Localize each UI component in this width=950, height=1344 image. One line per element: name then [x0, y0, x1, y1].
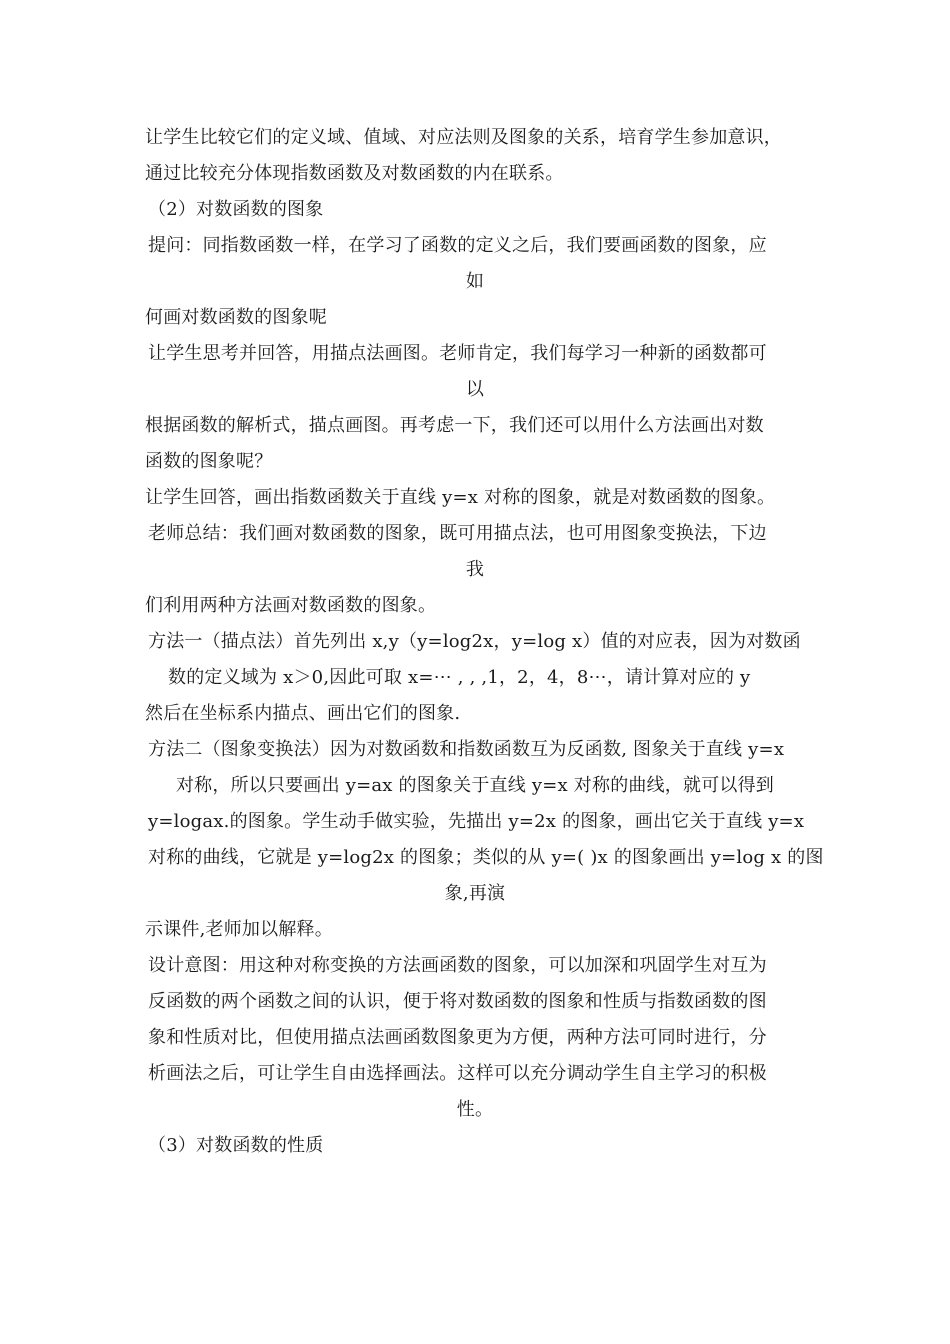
- text-line: 对称的曲线，它就是 y=log2x 的图象；类似的从 y=( )x 的图象画出 y=log x 的图: [148, 847, 824, 868]
- text-line: 方法一（描点法）首先列出 x,y（y=log2x，y=log x）值的对应表，因为对数函: [148, 631, 801, 652]
- text-line: 反函数的两个函数之间的认识，便于将对数函数的图象和性质与指数函数的图: [148, 991, 767, 1012]
- text-line: 象,再演: [444, 883, 506, 904]
- text-line: 函数的图象呢？: [145, 451, 273, 472]
- text-line: 如: [465, 271, 485, 292]
- text-line: 性。: [456, 1099, 494, 1120]
- text-line: 让学生回答，画出指数函数关于直线 y=x 对称的图象，就是对数函数的图象。: [145, 487, 776, 508]
- text-line: 们利用两种方法画对数函数的图象。: [145, 595, 437, 616]
- text-line: 方法二（图象变换法）因为对数函数和指数函数互为反函数, 图象关于直线 y=x: [148, 739, 785, 760]
- text-line: 通过比较充分体现指数函数及对数函数的内在联系。: [145, 163, 564, 184]
- text-line: 对称，所以只要画出 y=ax 的图象关于直线 y=x 对称的曲线，就可以得到: [175, 775, 775, 796]
- text-line: 何画对数函数的图象呢: [145, 307, 327, 328]
- text-line: 以: [465, 379, 485, 400]
- text-line: y=logax.的图象。学生动手做实验，先描出 y=2x 的图象，画出它关于直线 y=x: [148, 811, 805, 832]
- text-line: 析画法之后，可让学生自由选择画法。这样可以充分调动学生自主学习的积极: [148, 1063, 767, 1084]
- text-line: 然后在坐标系内描点、画出它们的图象.: [145, 703, 461, 724]
- section-heading: （3）对数函数的性质: [148, 1135, 324, 1156]
- text-line: 数的定义域为 x＞0,因此可取 x=⋯ , , ,1，2，4，8⋯，请计算对应的 y: [168, 667, 751, 688]
- text-line: 让学生思考并回答，用描点法画图。老师肯定，我们每学习一种新的函数都可: [148, 343, 767, 364]
- text-line: 让学生比较它们的定义域、值域、对应法则及图象的关系，培育学生参加意识，: [145, 127, 782, 148]
- text-line: 根据函数的解析式，描点画图。再考虑一下，我们还可以用什么方法画出对数: [145, 415, 764, 436]
- text-line: 设计意图：用这种对称变换的方法画函数的图象，可以加深和巩固学生对互为: [148, 955, 767, 976]
- text-line: 示课件,老师加以解释。: [145, 919, 333, 940]
- text-line: 象和性质对比，但使用描点法画函数图象更为方便，两种方法可同时进行，分: [148, 1027, 767, 1048]
- text-line: 提问：同指数函数一样，在学习了函数的定义之后，我们要画函数的图象，应: [148, 235, 767, 256]
- text-line: 老师总结：我们画对数函数的图象，既可用描点法，也可用图象变换法，下边: [148, 523, 767, 544]
- text-line: 我: [465, 559, 485, 580]
- section-heading: （2）对数函数的图象: [148, 199, 324, 220]
